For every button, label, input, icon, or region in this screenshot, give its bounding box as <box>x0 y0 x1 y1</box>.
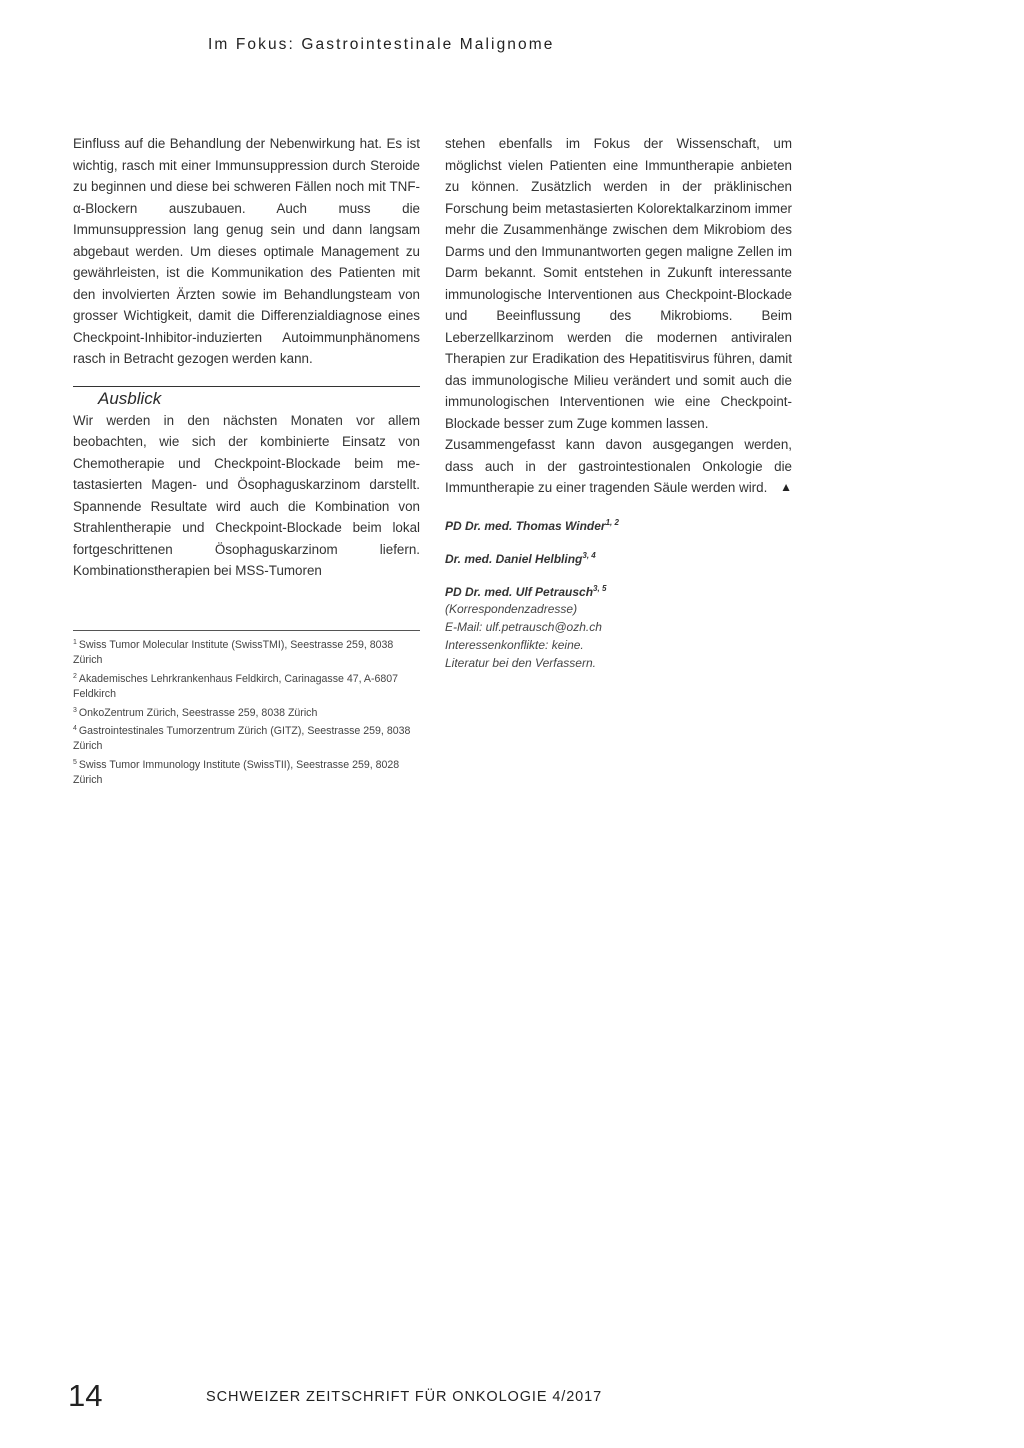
author-affiliation-markers: 3, 4 <box>582 550 596 560</box>
journal-title: SCHWEIZER ZEITSCHRIFT FÜR ONKOLOGIE 4/2017 <box>206 1389 603 1405</box>
author-name <box>445 515 792 534</box>
footnote <box>73 721 420 755</box>
end-of-article-icon: ▲ <box>780 480 792 494</box>
footnote <box>73 755 420 789</box>
body-paragraph: Wir werden in den nächsten Monaten vor allem beobachten, wie sich der kombinierte Einsatz von Chemotherapie und Checkpoint-Blockade beim metastasierten Magen- und Ösophaguskarzinom darstellt. Spannende Resultate wird auch die Kombination von Strahlentherapie und Checkpoint-Blockade beim lokal fortgeschrittenen Ösophaguskarzinom liefern. Kombinationstherapien bei MSS-Tumoren <box>73 412 420 578</box>
author-name-text: PD Dr. med. Ulf Petrausch <box>445 584 594 599</box>
author-name-text: Dr. med. Daniel Helbling <box>445 551 583 566</box>
footnote-text: OnkoZentrum Zürich, Seestrasse 259, 8038 Zürich <box>78 706 318 719</box>
footnote-marker: 2 <box>73 672 77 680</box>
footnote-text: Swiss Tumor Molecular Institute (SwissTMI), Seestrasse 259, 8038 Zürich <box>73 639 394 667</box>
body-paragraph: stehen ebenfalls im Fokus der Wissenschaft, um möglichst vielen Patienten eine Immuntherapie anbieten zu können. Zusätzlich werden in der präklinischen Forschung beim metastasierten Kolorektalkarzinom immer mehr die Zusammenhänge zwischen dem Mikrobiom des Darms und den Immunantworten gegen maligne Zellen im Darm bekannt. Somit entstehen in Zukunft interessante immunologische Interventionen aus Checkpoint-Blockade und Beeinflussung des Mikrobioms. Beim Leberzellkarzinom werden die modernen antiviralen Therapien zur Eradikation des Hepatitisvirus führen, damit das immunologische Milieu verändert und somit auch die immunologischen Interventionen wie eine Checkpoint-Blockade besser zum Zuge kommen lassen. <box>445 136 792 431</box>
summary-paragraph <box>445 434 792 499</box>
footnotes <box>73 630 420 789</box>
footnote-text: Swiss Tumor Immunology Institute (SwissTII), Seestrasse 259, 8028 Zürich <box>73 758 400 787</box>
footnote-marker: 4 <box>73 725 77 733</box>
author-name <box>445 548 792 567</box>
literature-note: Literatur bei den Verfassern. <box>445 655 596 670</box>
correspondence-email: E-Mail: ulf.petrausch@ozh.ch <box>445 619 602 634</box>
footnote <box>73 635 420 669</box>
author-name <box>445 581 792 600</box>
author-affiliation-markers: 3, 5 <box>593 583 607 593</box>
conflicts-of-interest: Interessenkonflikte: keine. <box>445 637 584 652</box>
section-heading: Ausblick <box>98 388 162 408</box>
footnote-marker: 1 <box>73 639 77 646</box>
author-name-text: PD Dr. med. Thomas Winder <box>445 518 606 533</box>
footnote-marker: 3 <box>73 706 77 714</box>
footnote-marker: 5 <box>73 758 77 766</box>
section-divider <box>73 386 420 387</box>
footnote <box>73 703 420 721</box>
footnote <box>73 669 420 703</box>
author-list <box>445 515 792 636</box>
footnote-text: Gastrointestinales Tumorzentrum Zürich (GITZ), Seestrasse 259, 8038 Zürich <box>73 725 411 753</box>
author-affiliation-markers: 1, 2 <box>605 517 619 527</box>
left-column <box>73 133 420 582</box>
page-number: 14 <box>68 1378 103 1413</box>
correspondence-note: (Korrespondenzadresse) <box>445 601 578 616</box>
footnote-text: Akademisches Lehrkrankenhaus Feldkirch, Carinagasse 47, A-6807 Feldkirch <box>73 672 399 701</box>
running-title: Im Fokus: Gastrointestinale Malignome <box>208 36 555 53</box>
summary-text: Zusammengefasst kann davon ausgegangen werden, dass auch in der gastrointestionalen Onkologie die Immuntherapie zu einer tragenden Säule werden wird. <box>445 437 792 495</box>
body-paragraph: Einfluss auf die Behandlung der Nebenwirkung hat. Es ist wichtig, rasch mit einer Immunsuppression durch Steroide zu beginnen und diese bei schweren Fällen noch mit TNF-α-Blockern auszubauen. Auch muss die Immunsuppression lang genug sein und dann langsam abgebaut werden. Um dieses optimale Management zu gewährleisten, ist die Kommunikation des Patienten mit den involvierten Ärzten sowie im Behandlungsteam von grosser Wichtigkeit, damit die Differenzialdiagnose eines Checkpoint-Inhibitor-induzierten Autoimmunphänomens rasch in Betracht gezogen werden kann. <box>73 136 420 366</box>
right-column <box>445 133 792 672</box>
